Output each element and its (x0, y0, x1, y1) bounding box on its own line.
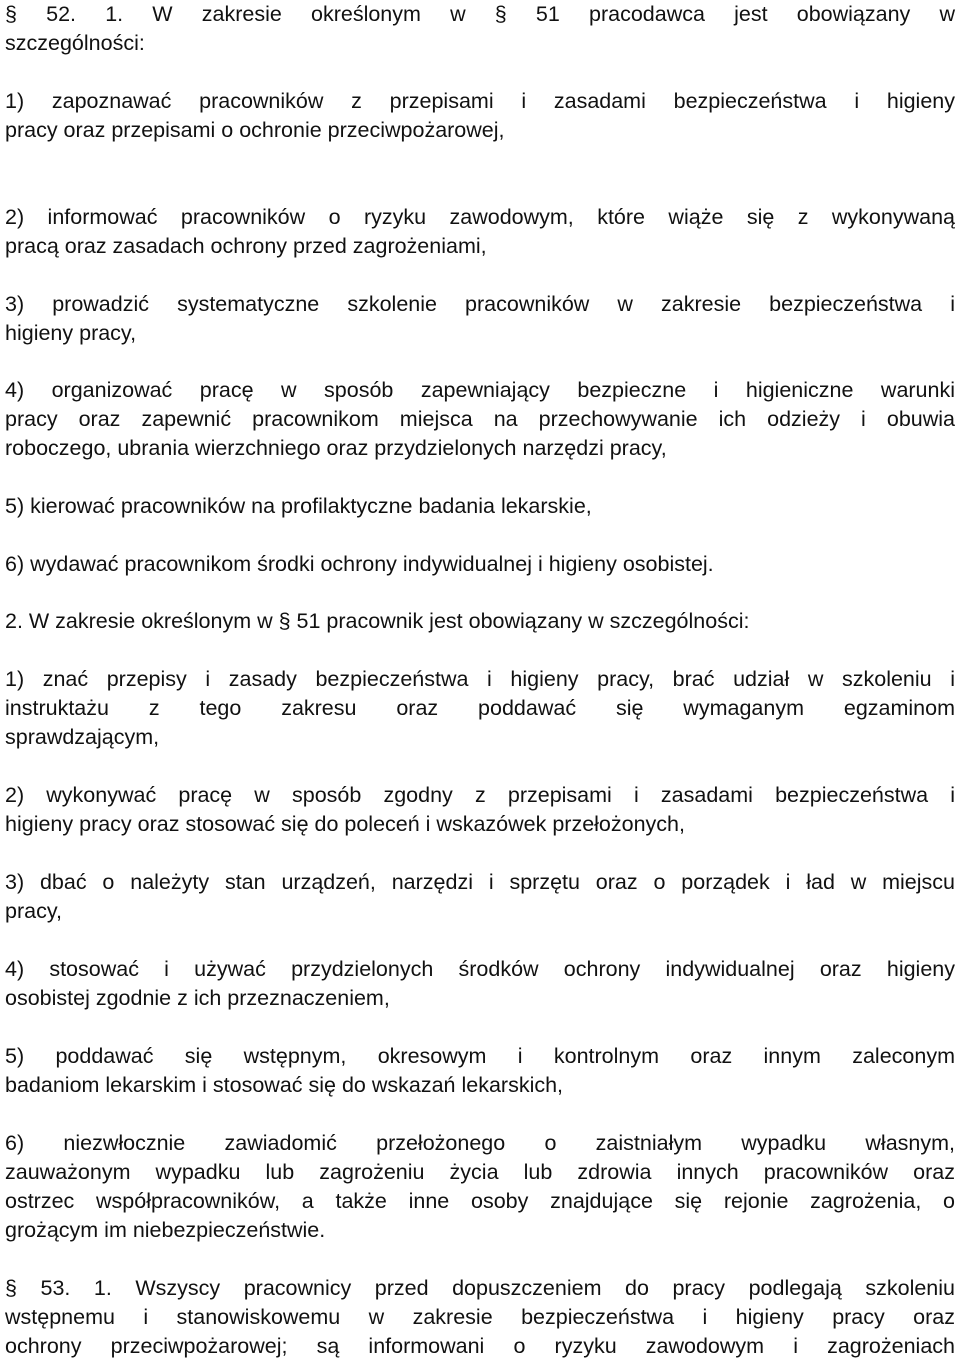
text-line: pracą oraz zasadach ochrony przed zagrożeniami, (5, 234, 487, 258)
text-line: 1) zapoznawać pracowników z przepisami i zasadami bezpieczeństwa i higieny (5, 89, 955, 113)
text-line: 6) niezwłocznie zawiadomić przełożonego o zaistniałym wypadku własnym, (5, 1131, 955, 1155)
text-line: 4) stosować i używać przydzielonych środków ochrony indywidualnej oraz higieny (5, 957, 955, 981)
text-line: 2) informować pracowników o ryzyku zawodowym, które wiąże się z wykonywaną (5, 205, 955, 229)
text-line: wstępnemu i stanowiskowemu w zakresie bezpieczeństwa i higieny pracy oraz (5, 1305, 955, 1329)
text-line: § 52. 1. W zakresie określonym w § 51 pracodawca jest obowiązany w (5, 2, 955, 26)
text-line: roboczego, ubrania wierzchniego oraz przydzielonych narzędzi pracy, (5, 436, 667, 460)
text-line: higieny pracy, (5, 321, 137, 345)
text-line: 6) wydawać pracownikom środki ochrony indywidualnej i higieny osobistej. (5, 552, 714, 576)
text-line: zauważonym wypadku lub zagrożeniu życia lub zdrowia innych pracowników oraz (5, 1160, 955, 1184)
text-line: ostrzec współpracowników, a także inne osoby znajdujące się rejonie zagrożenia, o (5, 1189, 955, 1213)
text-line: 5) poddawać się wstępnym, okresowym i kontrolnym oraz innym zaleconym (5, 1044, 955, 1068)
text-line: osobistej zgodnie z ich przeznaczeniem, (5, 986, 390, 1010)
text-line: 4) organizować pracę w sposób zapewniający bezpieczne i higieniczne warunki (5, 378, 955, 402)
text-line: 2) wykonywać pracę w sposób zgodny z przepisami i zasadami bezpieczeństwa i (5, 783, 955, 807)
text-line: 3) dbać o należyty stan urządzeń, narzędzi i sprzętu oraz o porządek i ład w miejscu (5, 870, 955, 894)
text-line: grożącym im niebezpieczeństwie. (5, 1218, 326, 1242)
text-line: ochrony przeciwpożarowej; są informowani o ryzyku zawodowym i zagrożeniach (5, 1334, 955, 1358)
text-line: pracy, (5, 899, 62, 923)
text-line: 2. W zakresie określonym w § 51 pracownik jest obowiązany w szczególności: (5, 609, 750, 633)
text-line: instruktażu z tego zakresu oraz poddawać się wymaganym egzaminom (5, 696, 955, 720)
text-line: badaniom lekarskim i stosować się do wskazań lekarskich, (5, 1073, 564, 1097)
text-line: szczególności: (5, 31, 145, 55)
text-line: pracy oraz przepisami o ochronie przeciwpożarowej, (5, 118, 505, 142)
text-line: 3) prowadzić systematyczne szkolenie pracowników w zakresie bezpieczeństwa i (5, 292, 955, 316)
text-line: higieny pracy oraz stosować się do poleceń i wskazówek przełożonych, (5, 812, 685, 836)
text-line: § 53. 1. Wszyscy pracownicy przed dopuszczeniem do pracy podlegają szkoleniu (5, 1276, 955, 1300)
text-line: sprawdzającym, (5, 725, 160, 749)
text-line: pracy oraz zapewnić pracownikom miejsca na przechowywanie ich odzieży i obuwia (5, 407, 955, 431)
text-line: 5) kierować pracowników na profilaktyczne badania lekarskie, (5, 494, 592, 518)
text-line: 1) znać przepisy i zasady bezpieczeństwa i higieny pracy, brać udział w szkoleniu i (5, 667, 955, 691)
